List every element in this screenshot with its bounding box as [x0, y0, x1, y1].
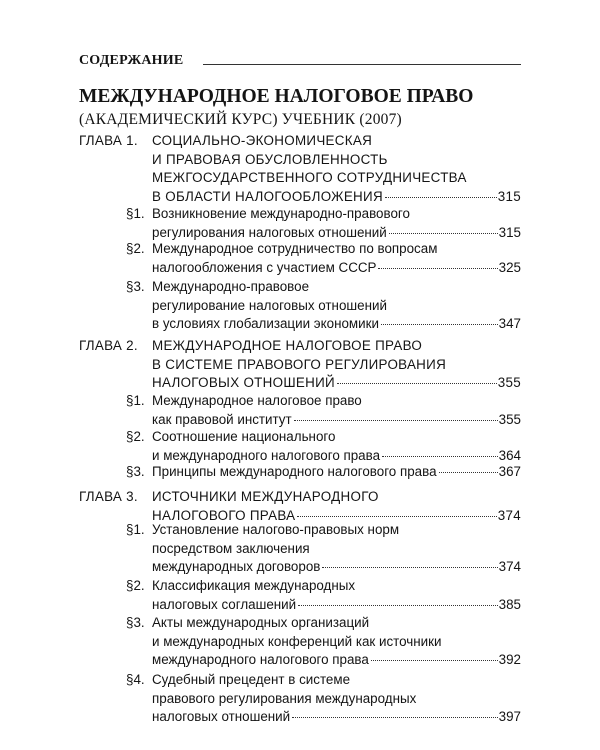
page-number: 355: [497, 375, 521, 391]
page-number: 315: [498, 224, 521, 240]
section-title: [152, 205, 521, 242]
title-line: ИСТОЧНИКИ МЕЖДУНАРОДНОГО: [152, 489, 379, 504]
dot-leader: [385, 187, 497, 198]
chapter-title: [152, 132, 521, 206]
page-number: 385: [498, 596, 521, 612]
dot-leader: [298, 595, 498, 606]
page-number: 392: [498, 652, 521, 668]
section-number: §1.: [126, 206, 145, 221]
running-head: [79, 52, 521, 72]
chapter-number: ГЛАВА 3.: [79, 489, 138, 504]
section-number: §2.: [126, 429, 145, 444]
section-title: [152, 577, 521, 614]
title-line: НАЛОГОВОГО ПРАВА: [152, 507, 296, 523]
page-number: 397: [498, 709, 521, 725]
section-title: [152, 428, 521, 465]
page-number: 367: [498, 464, 521, 479]
section-title: [152, 278, 521, 334]
running-head-rule: [203, 64, 521, 65]
title-line: как правовой институт: [152, 411, 292, 427]
title-line: регулирование налоговых отношений: [152, 297, 387, 313]
title-line: регулирования налоговых отношений: [152, 224, 387, 240]
title-line: Принципы международного налогового права: [152, 464, 437, 479]
title-line: И ПРАВОВАЯ ОБУСЛОВЛЕННОСТЬ: [152, 151, 388, 167]
title-line: налоговых отношений: [152, 709, 291, 725]
page-number: 325: [498, 259, 521, 275]
page-number: 364: [498, 447, 521, 463]
section-number: §1.: [126, 522, 145, 537]
dot-leader: [294, 410, 498, 421]
chapter-title: [152, 488, 521, 525]
title-line: Международно-правовое: [152, 279, 310, 294]
title-line: и международного налогового права: [152, 447, 381, 463]
dot-leader: [292, 707, 498, 718]
section-title: [152, 392, 521, 429]
title-line: международного налогового права: [152, 652, 369, 668]
page-number: 355: [498, 411, 521, 427]
book-title: МЕЖДУНАРОДНОЕ НАЛОГОВОЕ ПРАВО: [79, 86, 474, 107]
running-head-label: СОДЕРЖАНИЕ: [79, 53, 184, 68]
section-number: §3.: [126, 279, 145, 294]
title-line: правового регулирования международных: [152, 690, 417, 706]
section-number: §4.: [126, 672, 145, 687]
section-number: §1.: [126, 393, 145, 408]
title-line: В ОБЛАСТИ НАЛОГООБЛОЖЕНИЯ: [152, 188, 383, 204]
title-line: в условиях глобализации экономики: [152, 316, 379, 332]
title-line: МЕЖГОСУДАРСТВЕННОГО СОТРУДНИЧЕСТВА: [152, 170, 467, 186]
title-line: налоговых соглашений: [152, 596, 297, 612]
dot-leader: [381, 314, 498, 325]
book-subtitle: (АКАДЕМИЧЕСКИЙ КУРС) УЧЕБНИК (2007): [79, 111, 402, 128]
dot-leader: [322, 557, 497, 568]
dot-leader: [297, 506, 496, 517]
dot-leader: [382, 446, 498, 457]
title-line: МЕЖДУНАРОДНОЕ НАЛОГОВОЕ ПРАВО: [152, 338, 423, 353]
dot-leader: [389, 223, 498, 234]
section-title: [152, 240, 521, 277]
chapter-number: ГЛАВА 1.: [79, 133, 138, 148]
section-title: [152, 463, 521, 482]
chapter-number: ГЛАВА 2.: [79, 338, 138, 353]
dot-leader: [439, 462, 498, 473]
chapter-title: [152, 337, 521, 393]
title-line: Установление налогово-правовых норм: [152, 522, 400, 537]
title-line: Классификация международных: [152, 578, 356, 593]
title-line: международных договоров: [152, 559, 321, 575]
section-title: [152, 521, 521, 577]
title-line: Судебный прецедент в системе: [152, 672, 351, 687]
dot-leader: [378, 258, 497, 269]
title-line: и международных конференций как источники: [152, 633, 442, 649]
section-title: [152, 671, 521, 727]
page-number: 315: [497, 188, 521, 204]
title-line: Возникновение международно-правового: [152, 206, 410, 221]
title-line: Международное налоговое право: [152, 393, 362, 408]
section-number: §2.: [126, 241, 145, 256]
section-number: §2.: [126, 578, 145, 593]
section-number: §3.: [126, 464, 145, 479]
dot-leader: [337, 373, 497, 384]
title-line: Международное сотрудничество по вопросам: [152, 241, 438, 256]
title-line: Соотношение национального: [152, 429, 336, 444]
title-line: Акты международных организаций: [152, 615, 370, 630]
dot-leader: [371, 650, 498, 661]
page-number: 374: [498, 559, 521, 575]
title-line: СОЦИАЛЬНО-ЭКОНОМИЧЕСКАЯ: [152, 133, 373, 148]
title-line: НАЛОГОВЫХ ОТНОШЕНИЙ: [152, 375, 335, 391]
page-number: 347: [498, 316, 521, 332]
title-line: В СИСТЕМЕ ПРАВОВОГО РЕГУЛИРОВАНИЯ: [152, 356, 447, 372]
title-line: посредством заключения: [152, 540, 310, 556]
title-line: налогообложения с участием СССР: [152, 259, 377, 275]
section-number: §3.: [126, 615, 145, 630]
section-title: [152, 614, 521, 670]
page-number: 374: [497, 507, 521, 523]
